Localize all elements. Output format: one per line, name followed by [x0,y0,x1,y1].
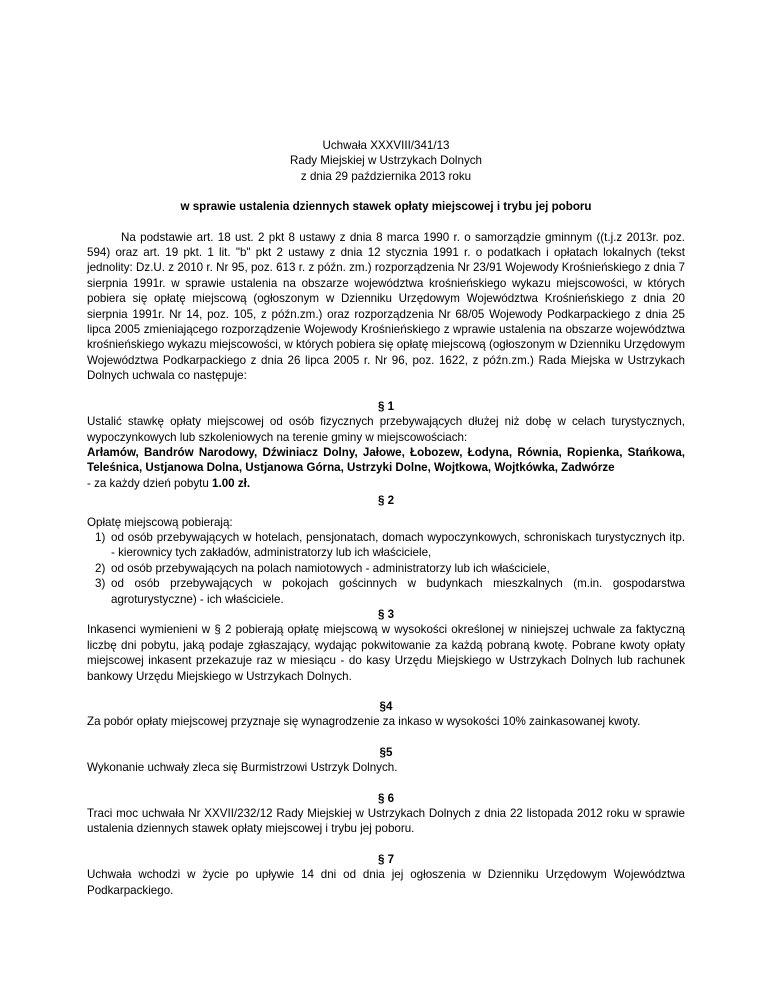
section-5-text: Wykonanie uchwały zleca się Burmistrzowi Ustrzyk Dolnych. [87,761,398,775]
section-4-text: Za pobór opłaty miejscowej przyznaje się wynagrodzenie za inkaso w wysokości 10% zainkasowanej kwoty. [87,715,641,729]
resolution-header [87,138,685,184]
list-item-number: 1) [95,530,106,544]
section-1-rate-line [87,476,685,491]
resolution-number: Uchwała XXXVIII/341/13 [322,139,450,152]
collectors-list [87,530,685,607]
list-item-text: od osób przebywających na polach namiotowych - administratorzy lub ich właściciele, [111,561,550,575]
section-2-heading: § 2 [377,494,395,508]
section-7-text: Uchwała wchodzi w życie po upływie 14 dni od dnia jej ogłoszenia w Dzienniku Urzędowym Województwa Podkarpackiego. [87,868,685,897]
section-6-text: Traci moc uchwała Nr XXVII/232/12 Rady Miejskiej w Ustrzykach Dolnych z dnia 22 listopada 2012 roku w sprawie ustalenia dziennych stawek opłaty miejscowej i trybu jej poboru. [87,807,685,836]
list-item-number: 2) [95,561,106,575]
council-name: Rady Miejskiej w Ustrzykach Dolnych [290,154,482,168]
section-4-heading: §4 [379,700,393,713]
section-6-heading: § 6 [377,791,395,805]
rate-prefix: - za każdy dzień pobytu [87,476,213,490]
section-3-text: Inkasenci wymienieni w § 2 pobierają opłatę miejscową w wysokości określonej w niniejszej uchwale za faktyczną liczbę dni pobytu, jaką podaje zgłaszający, wydając pokwitowanie za każdą pobraną kwotę. Pobrane kwoty opłaty miejscowej inkasent przekazuje raz w miesiącu - do kasy Urzędu Miejskiego w Ustrzykach Dolnych lub rachunek bankowy Urzędu Miejskiego w Ustrzykach Dolnych. [87,623,685,683]
section-3-heading: § 3 [377,607,395,621]
section-5-heading: §5 [379,745,393,759]
resolution-date: z dnia 29 października 2013 roku [300,169,472,183]
section-1-heading: § 1 [377,399,395,413]
list-item [87,530,685,561]
list-item [87,561,685,576]
rate-value: 1.00 zł. [212,476,251,490]
section-7-heading: § 7 [377,852,395,866]
list-item-text: od osób przebywających w pokojach gościnnych w budynkach mieszkalnych (m.in. gospodarstwa agroturystyczne) - ich właściciele. [111,577,685,606]
list-item-text: od osób przebywających w hotelach, pensjonatach, domach wypoczynkowych, schroniskach turystycznych itp. - kierownicy tych zakładów, administratorzy lub ich właściciele, [111,530,685,560]
list-item [87,576,685,607]
legal-basis-paragraph: Na podstawie art. 18 ust. 2 pkt 8 ustawy z dnia 8 marca 1990 r. o samorządzie gminnym ((t.j.z 2013r. poz. 594) oraz art. 19 pkt. 1 lit. "b" pkt 2 ustawy z dnia 12 stycznia 1991 r. o podatkach i opłatach lokalnych (tekst jednolity: Dz.U. z 2010 r. Nr 95, poz. 613 r. z późn. zm.) rozporządzenia Nr 23/91 Wojewody Krośnieńskiego z dnia 7 sierpnia 1991r. w sprawie ustalenia na obszarze województwa krośnieńskiego wykazu miejscowości, w których pobiera się opłatę miejscową (ogłoszonym w Dzienniku Urzędowym Województwa Krośnieńskiego z dnia 20 sierpnia 1991r. Nr 14, poz. 105, z późn.zm.) oraz rozporządzenia Nr 68/05 Wojewody Podkarpackiego z dnia 25 lipca 2005 zmieniającego rozporządzenie Wojewody Krośnieńskiego z wprawie ustalenia na obszarze województwa krośnieńskiego wykazu miejscowości, w których pobiera się opłatę miejscową (ogłoszonym w Dzienniku Urzędowym Województwa Podkarpackiego z dnia 26 lipca 2005 r. Nr 96, poz. 1622, z późn.zm.) Rada Miejska w Ustrzykach Dolnych uchwala co następuje: [87,230,685,383]
list-item-number: 3) [95,577,106,591]
section-2-text: Opłatę miejscową pobierają: [87,515,233,529]
section-1-places: Arłamów, Bandrów Narodowy, Dźwiniacz Dolny, Jałowe, Łobozew, Łodyna, Równia, Ropienka, Stańkowa, Teleśnica, Ustjanowa Dolna, Ustjanowa Górna, Ustrzyki Dolne, Wojtkowa, Wojtkówka, Zadwórze [87,445,685,475]
section-1-text: Ustalić stawkę opłaty miejscowej od osób fizycznych przebywających dłużej niż dobę w celach turystycznych, wypoczynkowych lub szkoleniowych na terenie gminy w miejscowościach: [87,415,685,444]
resolution-subject: w sprawie ustalenia dziennych stawek opłaty miejscowej i trybu jej poboru [180,200,592,214]
